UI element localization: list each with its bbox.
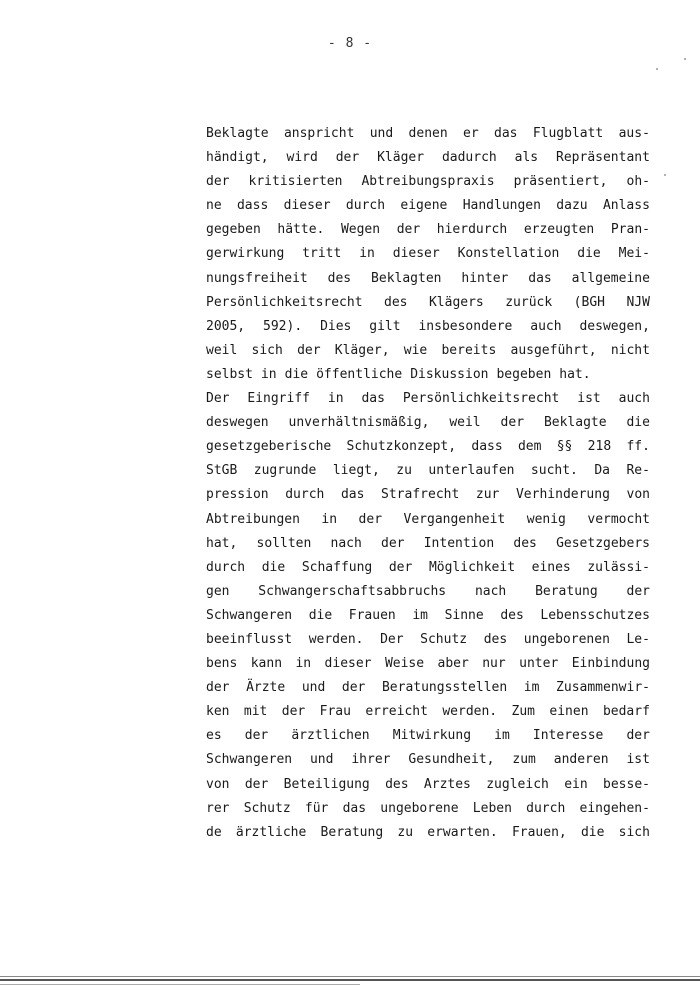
word: in bbox=[321, 511, 338, 527]
text-line bbox=[206, 387, 650, 411]
word: anspricht bbox=[283, 126, 355, 141]
word: Klägers bbox=[428, 294, 484, 310]
word: die bbox=[261, 559, 286, 575]
word: kritisierten bbox=[248, 174, 343, 190]
text-line bbox=[206, 532, 650, 556]
word: das bbox=[361, 391, 385, 407]
word: nach bbox=[474, 583, 507, 599]
word: Pran- bbox=[610, 222, 650, 238]
word: Wegen bbox=[340, 222, 381, 238]
word: zum bbox=[512, 752, 536, 768]
text-line bbox=[206, 122, 650, 146]
word: Anlass bbox=[602, 198, 650, 214]
word: werden. bbox=[442, 704, 498, 720]
word: Möglichkeit bbox=[428, 559, 516, 575]
word: Handlungen bbox=[462, 198, 541, 214]
word: bedarf bbox=[602, 704, 650, 720]
word: Zum bbox=[511, 704, 536, 720]
word: zu bbox=[397, 824, 414, 840]
word: aber bbox=[437, 656, 469, 672]
word: der bbox=[244, 728, 269, 744]
word: ärztliche bbox=[235, 824, 307, 840]
word: Einbindung bbox=[571, 656, 650, 672]
text-line bbox=[206, 652, 650, 676]
word: der bbox=[396, 222, 421, 238]
word: gerwirkung bbox=[206, 246, 285, 262]
word: Persönlichkeitsrecht bbox=[206, 294, 363, 310]
word: von bbox=[206, 776, 230, 792]
word: ff. bbox=[626, 439, 650, 455]
word: in bbox=[327, 391, 344, 407]
word: nur bbox=[482, 656, 506, 672]
word: in bbox=[295, 656, 312, 672]
text-line bbox=[206, 411, 650, 435]
word: eingehen- bbox=[579, 800, 650, 816]
word: allgemeine bbox=[571, 270, 650, 286]
word: die bbox=[626, 415, 650, 431]
text-line bbox=[206, 459, 650, 483]
word: und bbox=[301, 680, 326, 696]
word: händigt, bbox=[206, 150, 269, 166]
word: Interesse bbox=[532, 728, 604, 744]
word: beeinflusst bbox=[206, 631, 293, 647]
word: gen bbox=[206, 583, 230, 599]
text-line bbox=[206, 242, 650, 266]
word: gesetzgeberische bbox=[206, 439, 332, 455]
text-line bbox=[206, 315, 650, 339]
word: weil bbox=[206, 342, 238, 358]
text-line bbox=[206, 508, 650, 532]
word: eines bbox=[531, 559, 571, 575]
word: dieser bbox=[392, 246, 440, 262]
text-line bbox=[206, 773, 650, 797]
word: dadurch bbox=[441, 150, 497, 166]
word: insbesondere bbox=[418, 318, 513, 334]
word: ihrer bbox=[351, 752, 391, 768]
word: Der bbox=[206, 391, 230, 407]
word: Beratung bbox=[320, 824, 384, 840]
word: Mitwirkung bbox=[392, 728, 472, 744]
word: dass bbox=[236, 198, 269, 214]
word: der bbox=[206, 174, 230, 190]
word: nicht bbox=[610, 342, 650, 358]
word: Schutz bbox=[243, 800, 291, 816]
word: die bbox=[308, 607, 333, 623]
word: Beklagten bbox=[371, 270, 442, 286]
text-line bbox=[206, 556, 650, 580]
text-line bbox=[206, 676, 650, 700]
word: ungeborene bbox=[380, 800, 459, 816]
word: als bbox=[514, 150, 539, 166]
word: ist bbox=[577, 391, 601, 407]
text-line bbox=[206, 724, 650, 748]
word: hätte. bbox=[277, 222, 325, 238]
word: denen bbox=[408, 126, 448, 141]
word: liegt, bbox=[332, 463, 380, 479]
word: der bbox=[500, 415, 525, 431]
word: im bbox=[523, 680, 540, 696]
word: Vergangenheit bbox=[403, 511, 506, 527]
text-line bbox=[206, 628, 650, 652]
word: durch bbox=[526, 800, 566, 816]
word: der bbox=[358, 511, 383, 527]
word: für bbox=[304, 800, 329, 816]
word: zurück bbox=[505, 294, 553, 310]
word: der bbox=[206, 680, 230, 696]
word: Schutz bbox=[420, 631, 468, 647]
word: die bbox=[580, 824, 605, 840]
text-line bbox=[206, 435, 650, 459]
word: Schaffung bbox=[301, 559, 373, 575]
text-line bbox=[206, 170, 650, 194]
word: anderen bbox=[553, 752, 609, 768]
scan-speck bbox=[684, 58, 686, 60]
word: sich bbox=[251, 342, 283, 358]
word: Sinne bbox=[444, 607, 484, 623]
word: oh- bbox=[626, 174, 650, 190]
text-line bbox=[206, 748, 650, 772]
word: dass bbox=[471, 439, 503, 455]
word: Intention bbox=[423, 535, 495, 551]
word: nach bbox=[330, 535, 362, 551]
word: Beratung bbox=[535, 583, 598, 599]
word: ungeborenen bbox=[523, 631, 610, 647]
word: wie bbox=[403, 342, 428, 358]
word: Schwangerschaftsabbruchs bbox=[258, 583, 447, 599]
word: Arztes bbox=[423, 776, 471, 792]
word: ne bbox=[206, 198, 222, 214]
word: Weise bbox=[384, 656, 425, 672]
word: die bbox=[284, 366, 309, 382]
word: sich bbox=[618, 824, 650, 840]
word: unterlaufen bbox=[428, 463, 515, 479]
body-text bbox=[206, 122, 650, 845]
word: Konstellation bbox=[457, 246, 560, 262]
text-line bbox=[206, 267, 650, 291]
word: de bbox=[206, 824, 222, 840]
word: Flugblatt bbox=[532, 126, 604, 141]
text-line bbox=[206, 194, 650, 218]
word: Strafrecht bbox=[381, 487, 460, 503]
word: vermocht bbox=[587, 511, 650, 527]
word: Re- bbox=[626, 463, 650, 479]
word: Zusammenwir- bbox=[556, 680, 650, 696]
word: dieser bbox=[283, 198, 331, 214]
word: 218 bbox=[587, 439, 612, 455]
word: zugrunde bbox=[253, 463, 317, 479]
text-line bbox=[206, 580, 650, 604]
text-line bbox=[206, 218, 650, 242]
word: bens bbox=[206, 656, 238, 672]
word: die bbox=[577, 246, 601, 262]
word: Mei- bbox=[618, 246, 650, 262]
word: Eingriff bbox=[247, 391, 310, 407]
word: bereits bbox=[441, 342, 497, 358]
word: kann bbox=[250, 656, 283, 672]
text-line bbox=[206, 483, 650, 507]
word: werden. bbox=[308, 631, 364, 647]
word: ken bbox=[206, 704, 230, 720]
word: des bbox=[385, 776, 409, 792]
word: hat, bbox=[206, 535, 238, 551]
word: dazu bbox=[556, 198, 588, 214]
word: wenig bbox=[526, 511, 566, 527]
word: weil bbox=[449, 415, 481, 431]
word: Frauen, bbox=[511, 824, 567, 840]
word: begeben bbox=[496, 366, 552, 382]
word: deswegen, bbox=[579, 318, 650, 334]
word: Kläger, bbox=[334, 342, 390, 358]
word: das bbox=[340, 487, 365, 503]
word: der bbox=[626, 583, 650, 599]
word: der bbox=[335, 150, 360, 166]
scan-border-line bbox=[0, 976, 700, 977]
word: Le- bbox=[626, 631, 650, 647]
word: Frauen bbox=[348, 607, 396, 623]
word: im bbox=[494, 728, 510, 744]
word: Beratungsstellen bbox=[381, 680, 508, 696]
word: Beklagte bbox=[543, 415, 607, 431]
word: Abtreibungen bbox=[206, 511, 300, 527]
word: ist bbox=[626, 752, 650, 768]
word: das bbox=[342, 800, 367, 816]
word: ärztlichen bbox=[291, 728, 370, 744]
word: einen bbox=[549, 704, 589, 720]
word: in bbox=[260, 366, 277, 382]
word: nungsfreiheit bbox=[206, 270, 308, 286]
word: das bbox=[494, 126, 518, 141]
word: Da bbox=[594, 463, 610, 479]
text-line bbox=[206, 291, 650, 315]
word: dieser bbox=[324, 656, 372, 672]
word: Beteiligung bbox=[283, 776, 370, 792]
word: und bbox=[369, 126, 394, 141]
word: durch bbox=[206, 559, 246, 575]
word: erreicht bbox=[365, 704, 428, 720]
word: Frau bbox=[319, 704, 351, 720]
word: Kläger bbox=[377, 150, 425, 166]
word: gegeben bbox=[206, 222, 261, 238]
word: mit bbox=[243, 704, 268, 720]
word: Dies bbox=[320, 318, 352, 334]
word: rer bbox=[206, 800, 230, 816]
word: Diskussion bbox=[410, 366, 489, 382]
word: des bbox=[483, 631, 508, 647]
word: des bbox=[327, 270, 352, 286]
text-line bbox=[206, 797, 650, 821]
word: öffentliche bbox=[316, 366, 403, 382]
word: es bbox=[206, 728, 222, 744]
word: in bbox=[359, 246, 375, 262]
word: Leben bbox=[472, 800, 512, 816]
word: Der bbox=[380, 631, 404, 647]
word: tritt bbox=[302, 246, 342, 262]
word: 2005, bbox=[206, 318, 246, 334]
word: durch bbox=[345, 198, 386, 214]
text-line bbox=[206, 339, 650, 363]
word: der bbox=[297, 342, 321, 358]
word: sollten bbox=[256, 535, 312, 551]
text-line bbox=[206, 604, 650, 628]
word: Beklagte bbox=[206, 126, 269, 141]
word: besse- bbox=[603, 776, 650, 792]
word: zulässi- bbox=[587, 559, 650, 575]
text-line bbox=[206, 363, 650, 387]
word: der bbox=[281, 704, 306, 720]
word: der bbox=[244, 776, 269, 792]
word: auch bbox=[530, 318, 562, 334]
word: deswegen bbox=[206, 415, 269, 431]
word: hat. bbox=[559, 366, 591, 382]
word: auch bbox=[618, 391, 650, 407]
word: wird bbox=[286, 150, 318, 166]
word: 592). bbox=[263, 318, 303, 334]
word: NJW bbox=[626, 294, 650, 310]
word: Repräsentant bbox=[556, 150, 650, 166]
word: Abtreibungspraxis bbox=[361, 174, 495, 190]
word: der bbox=[381, 535, 405, 551]
word: des bbox=[513, 535, 537, 551]
word: er bbox=[463, 126, 479, 141]
word: zur bbox=[475, 487, 500, 503]
word: des bbox=[500, 607, 524, 623]
word: Ärzte bbox=[246, 680, 286, 696]
word: durch bbox=[285, 487, 325, 503]
word: ein bbox=[564, 776, 588, 792]
scan-border-line bbox=[0, 979, 700, 981]
word: Schwangeren bbox=[206, 607, 293, 623]
word: Gesetzgebers bbox=[556, 535, 650, 551]
scan-speck bbox=[656, 68, 658, 70]
word: Verhinderung bbox=[515, 487, 610, 503]
word: dem bbox=[517, 439, 542, 455]
word: zugleich bbox=[486, 776, 549, 792]
word: ausgeführt, bbox=[510, 342, 597, 358]
text-line bbox=[206, 146, 650, 170]
word: und bbox=[309, 752, 334, 768]
word: erzeugten bbox=[523, 222, 595, 238]
word: unverhältnismäßig, bbox=[288, 415, 430, 431]
word: §§ bbox=[556, 439, 573, 455]
word: unter bbox=[519, 656, 559, 672]
page-number: - 8 - bbox=[327, 36, 373, 51]
word: des bbox=[384, 294, 408, 310]
word: eigene bbox=[400, 198, 448, 214]
scan-border-line bbox=[0, 984, 360, 985]
word: zu bbox=[396, 463, 412, 479]
word: von bbox=[626, 487, 650, 503]
word: gilt bbox=[369, 318, 401, 334]
word: Persönlichkeitsrecht bbox=[402, 391, 560, 407]
word: der bbox=[341, 680, 366, 696]
word: aus- bbox=[618, 126, 650, 141]
word: pression bbox=[206, 487, 269, 503]
word: selbst bbox=[206, 366, 253, 382]
word: sucht. bbox=[530, 463, 578, 479]
word: Gesundheit, bbox=[408, 752, 495, 768]
word: präsentiert, bbox=[513, 174, 608, 190]
word: (BGH bbox=[573, 294, 605, 310]
word: Lebensschutzes bbox=[540, 607, 650, 623]
word: der bbox=[626, 728, 650, 744]
word: erwarten. bbox=[427, 824, 498, 840]
word: hinter bbox=[461, 270, 509, 286]
word: Schutzkonzept, bbox=[346, 439, 457, 455]
text-line bbox=[206, 821, 650, 845]
word: das bbox=[528, 270, 552, 286]
word: StGB bbox=[206, 463, 238, 479]
text-line bbox=[206, 700, 650, 724]
word: im bbox=[412, 607, 428, 623]
scan-speck bbox=[664, 174, 666, 176]
word: der bbox=[388, 559, 413, 575]
word: Schwangeren bbox=[206, 752, 293, 768]
word: hierdurch bbox=[436, 222, 508, 238]
